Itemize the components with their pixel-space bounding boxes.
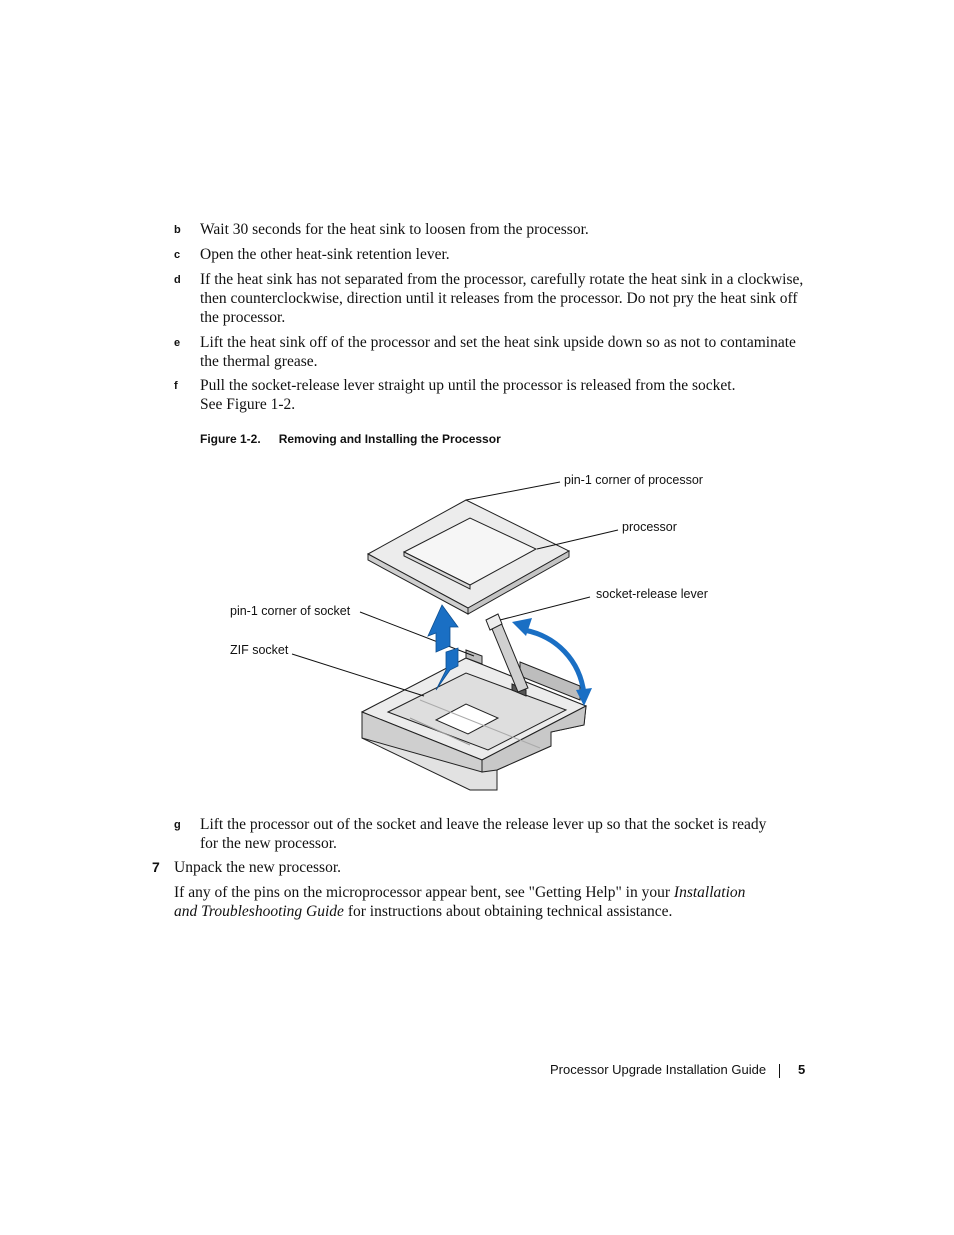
step-f-main: Pull the socket-release lever straight up until the processor is released from the socket. [200, 377, 736, 394]
step-letter: g [174, 819, 181, 831]
callout-pin1-processor: pin-1 corner of processor [564, 473, 703, 487]
step-text: Lift the processor out of the socket and leave the release lever up so that the socket is ready for the new processor. [200, 816, 767, 852]
callout-pin1-socket: pin-1 corner of socket [230, 604, 351, 618]
page-number: 5 [798, 1062, 806, 1077]
step-text: If the heat sink has not separated from the processor, carefully rotate the heat sink in a clockwise, then counterclockwise, direction until it releases from the processor. Do not pry the heat sink off the processor. [200, 271, 804, 326]
guide-title-italic: Installation and Troubleshooting Guide [174, 884, 746, 920]
paragraph-text: If any of the pins on the microprocessor appear bent, see "Getting Help" in your [174, 884, 674, 901]
figure-number: Figure 1-2. [200, 432, 261, 446]
step-text: Lift the heat sink off of the processor and set the heat sink upside down so as not to contaminate the thermal grease. [200, 334, 796, 370]
step-7-number: 7 [152, 859, 160, 875]
callout-socket-release-lever: socket-release lever [596, 587, 708, 601]
footer-divider [779, 1064, 780, 1078]
step-7-text: Unpack the new processor. [174, 859, 342, 876]
step-letter: f [174, 380, 178, 392]
step-text: Open the other heat-sink retention lever. [200, 246, 450, 263]
processor-graphic [368, 500, 569, 614]
step-letter: d [174, 274, 181, 286]
step-letter: b [174, 224, 181, 236]
step-7-paragraph [174, 883, 754, 921]
figure-reference-link[interactable]: See Figure 1-2. [200, 396, 296, 413]
paragraph-text: for instructions about obtaining technical assistance. [343, 903, 673, 920]
footer-title: Processor Upgrade Installation Guide [550, 1062, 767, 1077]
step-letter: c [174, 249, 181, 261]
callout-zif-socket: ZIF socket [230, 643, 289, 657]
step-text: Wait 30 seconds for the heat sink to loosen from the processor. [200, 221, 589, 238]
callout-processor: processor [622, 520, 677, 534]
step-letter: e [174, 337, 181, 349]
figure-title: Removing and Installing the Processor [278, 432, 501, 446]
zif-socket-graphic [362, 650, 586, 790]
